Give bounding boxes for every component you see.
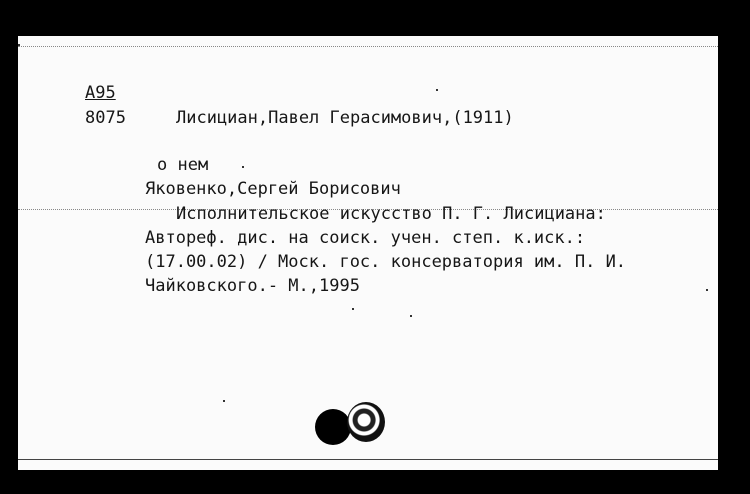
subject-heading: Лисициан,Павел Герасимович,(1911) — [176, 108, 514, 128]
title-line-3: (17.00.02) / Моск. гос. консерватория им. П. И. — [145, 252, 627, 272]
title-line-2: Автореф. дис. на соиск. учен. степ. к.иск.: — [145, 228, 586, 248]
title-line-4: Чайковского.- М.,1995 — [145, 276, 360, 296]
speck — [223, 400, 225, 402]
author-name: Яковенко,Сергей Борисович — [145, 179, 401, 199]
speck — [706, 289, 708, 291]
speck — [242, 166, 244, 168]
speck — [436, 89, 438, 91]
catalog-card — [18, 36, 718, 470]
title-line-1: Исполнительское искусство П. Г. Лисициана: — [176, 204, 606, 224]
speck — [18, 44, 20, 46]
bottom-rule — [18, 459, 718, 460]
call-number: 8075 — [85, 108, 126, 128]
top-dotted-rule — [18, 46, 718, 47]
speck — [352, 308, 354, 310]
shelf-mark: А95 — [85, 83, 116, 103]
speck — [410, 315, 412, 317]
about-label: о нем — [157, 155, 209, 175]
punch-smudge — [347, 402, 385, 442]
punch-hole — [315, 409, 351, 445]
